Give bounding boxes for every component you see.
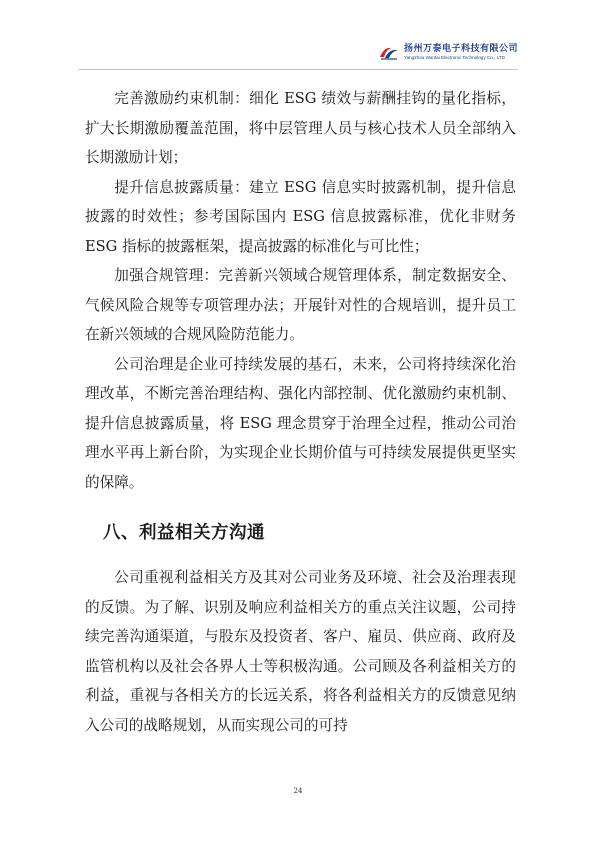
document-body: [85, 84, 516, 740]
section-heading: 八、利益相关方沟通: [103, 523, 265, 543]
company-name-cn: 扬州万泰电子科技有限公司: [403, 44, 518, 55]
page-header: [378, 44, 518, 62]
company-name-en: Yangzhou Wantai Electronic Technology Co., LTD: [403, 55, 505, 61]
header-divider: [78, 69, 518, 70]
paragraph-stakeholder: 公司重视利益相关方及其对公司业务及环境、社会及治理表现的反馈。为了解、识别及响应利益相关方的重点关注议题，公司持续完善沟通渠道，与股东及投资者、客户、雇员、供应商、政府及监管机构以及社会各界人士等积极沟通。公司顾及各利益相关方的利益，重视与各相关方的长远关系，将各利益相关方的反馈意见纳入公司的战略规划，从而实现公司的可持: [85, 569, 516, 734]
paragraph-disclosure: 提升信息披露质量：建立 ESG 信息实时披露机制，提升信息披露的时效性；参考国际国内 ESG 信息披露标准，优化非财务 ESG 指标的披露框架，提高披露的标准化与可比性；: [85, 178, 516, 255]
paragraph-incentive: 完善激励约束机制：细化 ESG 绩效与薪酬挂钩的量化指标，扩大长期激励覆盖范围，将中层管理人员与核心技术人员全部纳入长期激励计划；: [85, 90, 516, 166]
company-name-block: [404, 45, 518, 61]
paragraph-compliance: 加强合规管理：完善新兴领域合规管理体系，制定数据安全、气候风险合规等专项管理办法；开展针对性的合规培训，提升员工在新兴领域的合规风险防范能力。: [85, 267, 516, 343]
paragraph-governance-summary: 公司治理是企业可持续发展的基石，未来，公司将持续深化治理改革，不断完善治理结构、强化内部控制、优化激励约束机制、提升信息披露质量，将 ESG 理念贯穿于治理全过程，推动公司治理水平再上新台阶，为实现企业长期价值与可持续发展提供更坚实的保障。: [85, 355, 516, 491]
company-logo-icon: [378, 44, 400, 62]
page-number: 24: [293, 787, 303, 795]
